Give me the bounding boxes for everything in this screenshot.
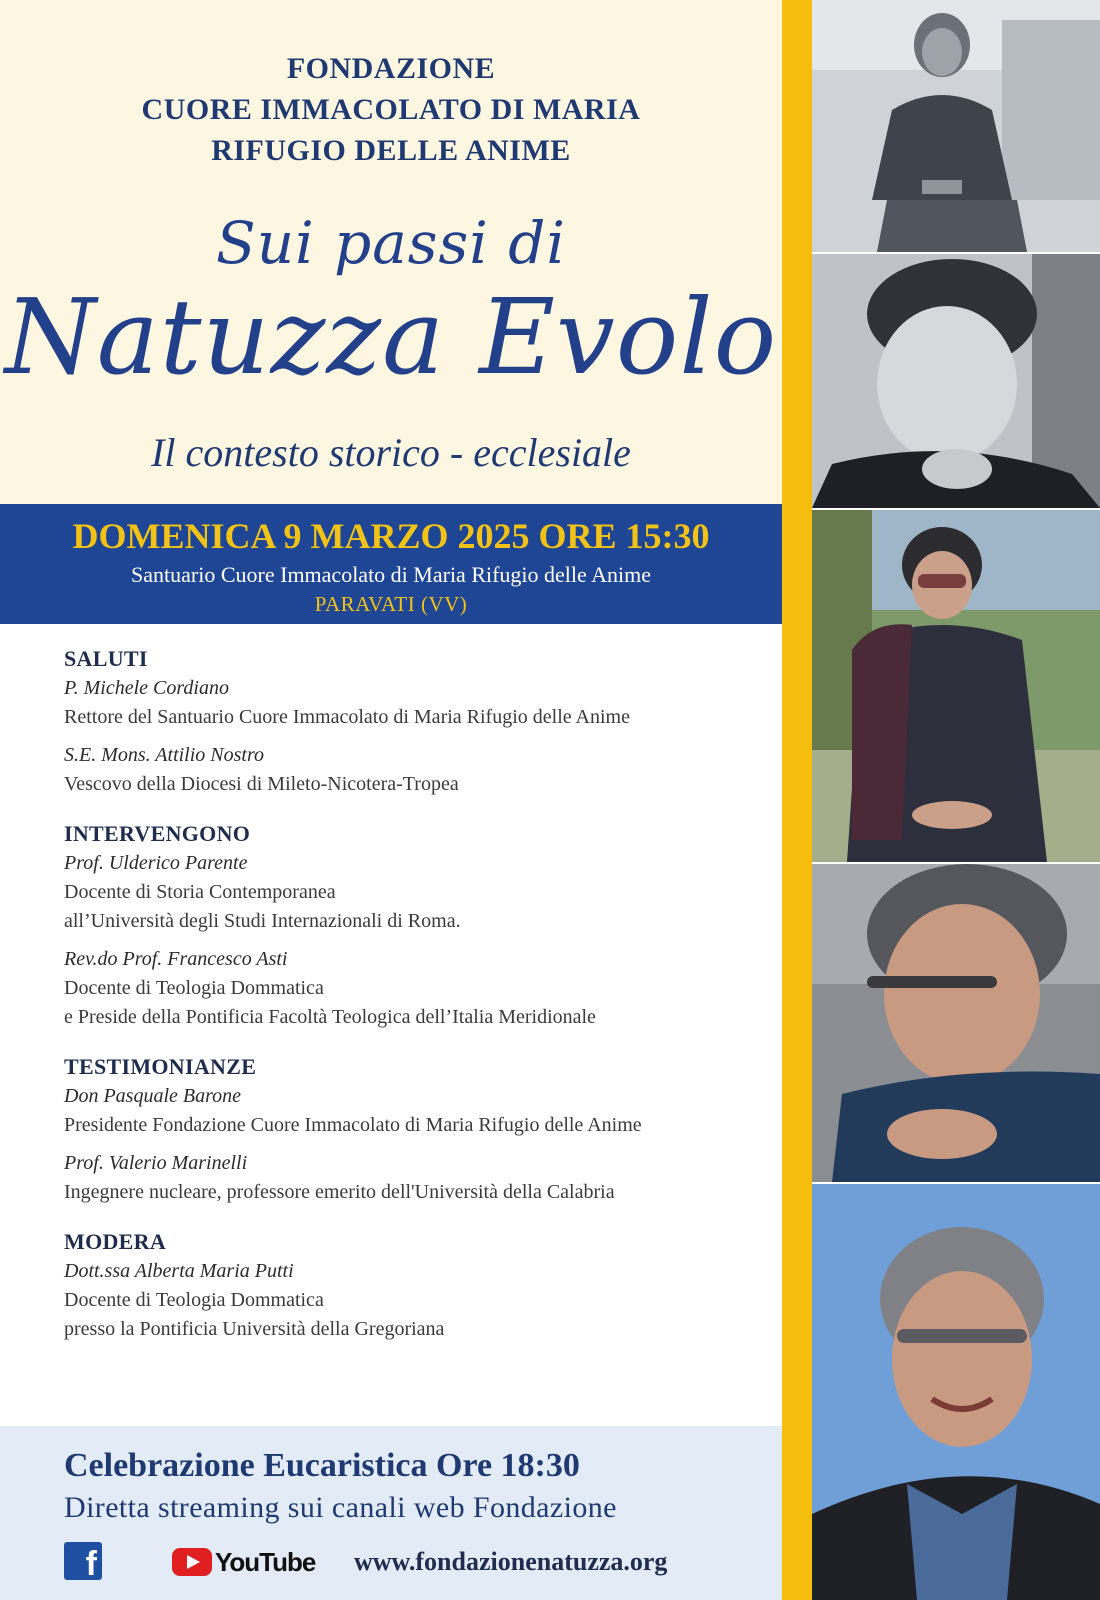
photo-seated-outdoors: [812, 510, 1100, 862]
speaker-role: e Preside della Pontificia Facoltà Teologica dell’Italia Meridionale: [64, 1006, 596, 1028]
speaker-role: Docente di Teologia Dommatica: [64, 977, 324, 999]
streaming-note: Diretta streaming sui canali web Fondazione: [64, 1491, 617, 1524]
mass-time: Celebrazione Eucaristica Ore 18:30: [64, 1447, 580, 1484]
poster-header: [0, 0, 782, 504]
speaker: [64, 849, 774, 936]
section-title: INTERVENGONO: [64, 821, 251, 846]
speaker-name: Dott.ssa Alberta Maria Putti: [64, 1260, 294, 1282]
yellow-divider: [782, 0, 812, 1600]
speaker-role: Vescovo della Diocesi di Mileto-Nicotera-Tropea: [64, 773, 459, 795]
photo-young-woman: [812, 0, 1100, 252]
photo-strip: [812, 0, 1100, 1600]
program-section: [64, 819, 774, 1032]
speaker-name: Prof. Valerio Marinelli: [64, 1152, 248, 1174]
event-venue: Santuario Cuore Immacolato di Maria Rifugio delle Anime: [131, 562, 651, 587]
speaker-name: Rev.do Prof. Francesco Asti: [64, 948, 288, 970]
speaker-role: all’Università degli Studi Internazionali di Roma.: [64, 910, 461, 932]
poster-footer: [0, 1426, 782, 1600]
website-link[interactable]: www.fondazionenatuzza.org: [354, 1547, 668, 1576]
youtube-label: YouTube: [215, 1546, 316, 1577]
event-band: [0, 504, 782, 624]
speaker-role: Ingegnere nucleare, professore emerito dell'Università della Calabria: [64, 1181, 615, 1203]
speaker-role: Docente di Teologia Dommatica: [64, 1289, 324, 1311]
title-small: Sui passi di: [216, 209, 566, 277]
facebook-icon[interactable]: f: [64, 1542, 102, 1580]
speaker: [64, 674, 774, 732]
speaker: [64, 741, 774, 799]
foundation-line: CUORE IMMACOLATO DI MARIA: [141, 93, 641, 126]
section-title: TESTIMONIANZE: [64, 1054, 257, 1079]
foundation-line: FONDAZIONE: [286, 52, 496, 85]
program-section: [64, 1052, 774, 1207]
speaker: [64, 1082, 774, 1140]
foundation-line: RIFUGIO DELLE ANIME: [211, 134, 571, 167]
photo-smiling: [812, 1184, 1100, 1600]
foundation-name: [0, 48, 782, 171]
program: [64, 644, 774, 1364]
speaker-role: Presidente Fondazione Cuore Immacolato di Maria Rifugio delle Anime: [64, 1114, 642, 1136]
youtube-icon: [172, 1548, 212, 1576]
speaker-name: S.E. Mons. Attilio Nostro: [64, 744, 265, 766]
speaker: [64, 945, 774, 1032]
event-date: DOMENICA 9 MARZO 2025 ORE 15:30: [72, 516, 710, 556]
section-title: MODERA: [64, 1229, 167, 1254]
program-section: [64, 1227, 774, 1344]
subtitle: Il contesto storico - ecclesiale: [151, 430, 631, 475]
speaker: [64, 1257, 774, 1344]
speaker: [64, 1149, 774, 1207]
photo-profile: [812, 254, 1100, 508]
section-title: SALUTI: [64, 646, 148, 671]
title-big: Natuzza Evolo: [4, 276, 778, 398]
speaker-role: presso la Pontificia Università della Gregoriana: [64, 1318, 445, 1340]
program-section: [64, 644, 774, 799]
speaker-role: Docente di Storia Contemporanea: [64, 881, 336, 903]
speaker-role: Rettore del Santuario Cuore Immacolato di Maria Rifugio delle Anime: [64, 706, 630, 728]
speaker-name: P. Michele Cordiano: [64, 677, 229, 699]
youtube-link[interactable]: [172, 1546, 315, 1578]
photo-praying: [812, 864, 1100, 1182]
speaker-name: Prof. Ulderico Parente: [64, 852, 248, 874]
event-place: PARAVATI (VV): [314, 592, 468, 616]
speaker-name: Don Pasquale Barone: [64, 1085, 242, 1107]
